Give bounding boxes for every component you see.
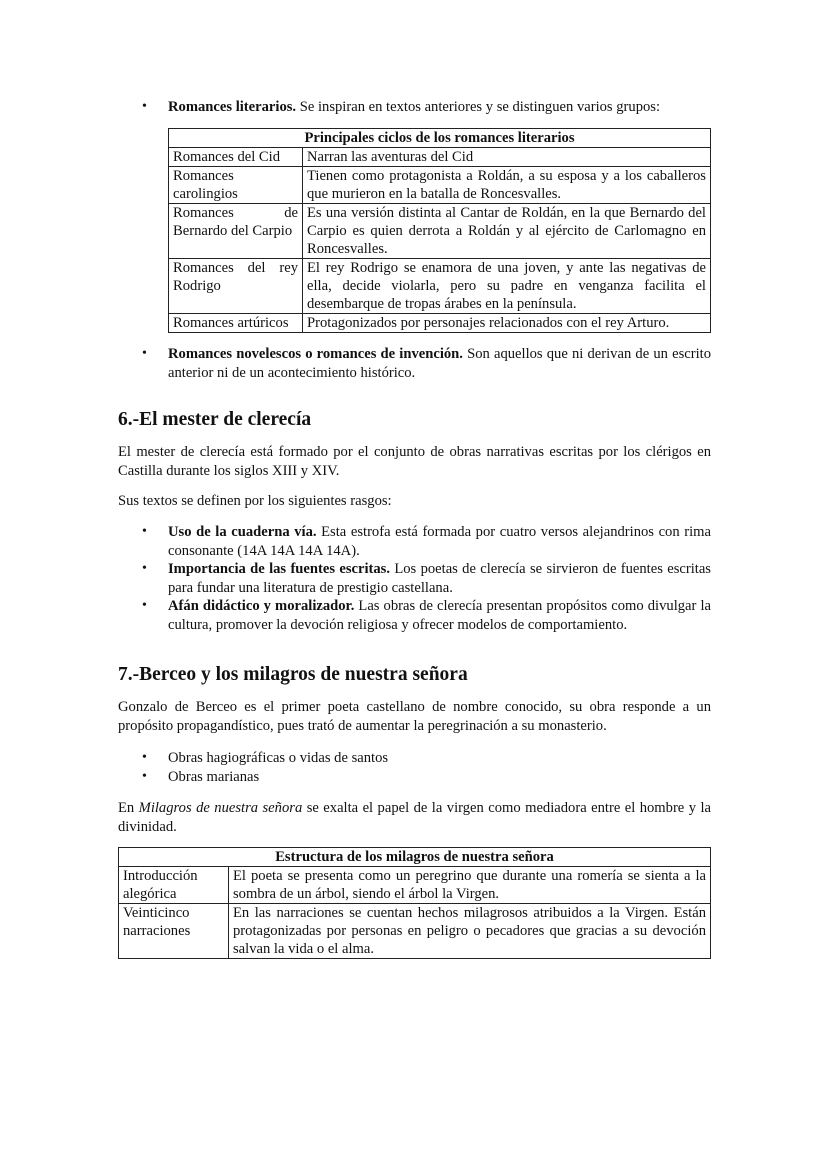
table-row [169, 167, 711, 204]
cell-desc: El rey Rodrigo se enamora de una joven, y ante las negativas de ella, decide violarla, pero su padre en venganza facilita el desembarque de tropas árabes en la península. [303, 259, 711, 314]
table-header-row [119, 848, 711, 867]
cell-desc: El poeta se presenta como un peregrino que durante una romería se sienta a la sombra de un árbol, siendo el árbol la Virgen. [229, 867, 711, 904]
list-item [118, 523, 711, 560]
item-label: Afán didáctico y moralizador. [168, 598, 355, 614]
list-item [118, 560, 711, 597]
novelescos-list [118, 345, 711, 382]
list-item-literarios [118, 98, 711, 117]
cell-name: Romances del Cid [169, 148, 303, 167]
ciclos-table [168, 128, 711, 333]
item-label: Importancia de las fuentes escritas. [168, 561, 391, 577]
literarios-label: Romances literarios. [168, 99, 297, 115]
section7-title: 7.-Berceo y los milagros de nuestra señora [118, 664, 468, 685]
cell-name: Romances carolingios [169, 167, 303, 204]
p2-prefix: En [118, 800, 139, 816]
cell-name: Introducción alegórica [119, 867, 229, 904]
novelescos-text: Son aquellos que ni derivan de un escrito anterior ni de un acontecimiento histórico. [168, 346, 711, 381]
item-text: Esta estrofa está formada por cuatro versos alejandrinos con rima consonante (14A 14A 14A 14A). [168, 524, 711, 559]
section7-paragraph-1: Gonzalo de Berceo es el primer poeta castellano de nombre conocido, su obra responde a un propósito propagandístico, pues trató de aumentar la peregrinación a su monasterio. [118, 699, 711, 734]
estructura-table [118, 847, 711, 959]
section6-title: 6.-El mester de clerecía [118, 409, 312, 430]
item-text: Los poetas de clerecía se sirvieron de fuentes escritas para fundar una literatura de prestigio castellana. [168, 561, 711, 596]
list-item: • Obras hagiográficas o vidas de santos [118, 749, 711, 768]
cell-name: Romances del rey Rodrigo [169, 259, 303, 314]
item-text: Las obras de clerecía presentan propósitos como divulgar la cultura, promover la devoción religiosa y ofrecer modelos de comportamiento. [168, 598, 711, 633]
literarios-text: Se inspiran en textos anteriores y se distinguen varios grupos: [296, 99, 661, 115]
table-row [119, 904, 711, 959]
table-row [169, 314, 711, 333]
cell-name: Veinticinco narraciones [119, 904, 229, 959]
section6-paragraph-1: El mester de clerecía está formado por el conjunto de obras narrativas escritas por los clérigos en Castilla durante los siglos XIII y XIV. [118, 444, 711, 479]
cell-desc: Narran las aventuras del Cid [303, 148, 711, 167]
cell-desc: En las narraciones se cuentan hechos milagrosos atribuidos a la Virgen. Están protagonizadas por personas en peligro o pecadores que gracias a su devoción salvan la vida o el alma. [229, 904, 711, 959]
table-header: Principales ciclos de los romances literarios [169, 129, 711, 148]
p2-title: Milagros de nuestra señora [138, 800, 303, 816]
novelescos-label: Romances novelescos o romances de invención. [168, 346, 463, 362]
p2-suffix: se exalta el papel de la virgen como mediadora entre el hombre y la divinidad. [118, 800, 711, 835]
cell-desc: Es una versión distinta al Cantar de Roldán, en la que Bernardo del Carpio es quien derrota a Roldán y al ejército de Carlomagno en Roncesvalles. [303, 204, 711, 259]
section6-paragraph-2: Sus textos se definen por los siguientes rasgos: [118, 493, 392, 509]
list-item: • Obras marianas [118, 768, 711, 787]
cell-name: Romances artúricos [169, 314, 303, 333]
table-row [169, 259, 711, 314]
cell-name: Romances de Bernardo del Carpio [169, 204, 303, 259]
table-row [169, 204, 711, 259]
list-item [118, 597, 711, 634]
section7-paragraph-2 [118, 799, 711, 836]
table-row [119, 867, 711, 904]
cell-desc: Tienen como protagonista a Roldán, a su esposa y a los caballeros que murieron en la batalla de Roncesvalles. [303, 167, 711, 204]
table-header: Estructura de los milagros de nuestra señora [119, 848, 711, 867]
cell-desc: Protagonizados por personajes relacionados con el rey Arturo. [303, 314, 711, 333]
table-row [169, 148, 711, 167]
rasgos-list [118, 523, 711, 634]
obras-list [118, 749, 711, 786]
list-item-novelescos [118, 345, 711, 382]
item-label: Uso de la cuaderna vía. [168, 524, 317, 540]
literarios-list [118, 98, 711, 117]
table-header-row [169, 129, 711, 148]
